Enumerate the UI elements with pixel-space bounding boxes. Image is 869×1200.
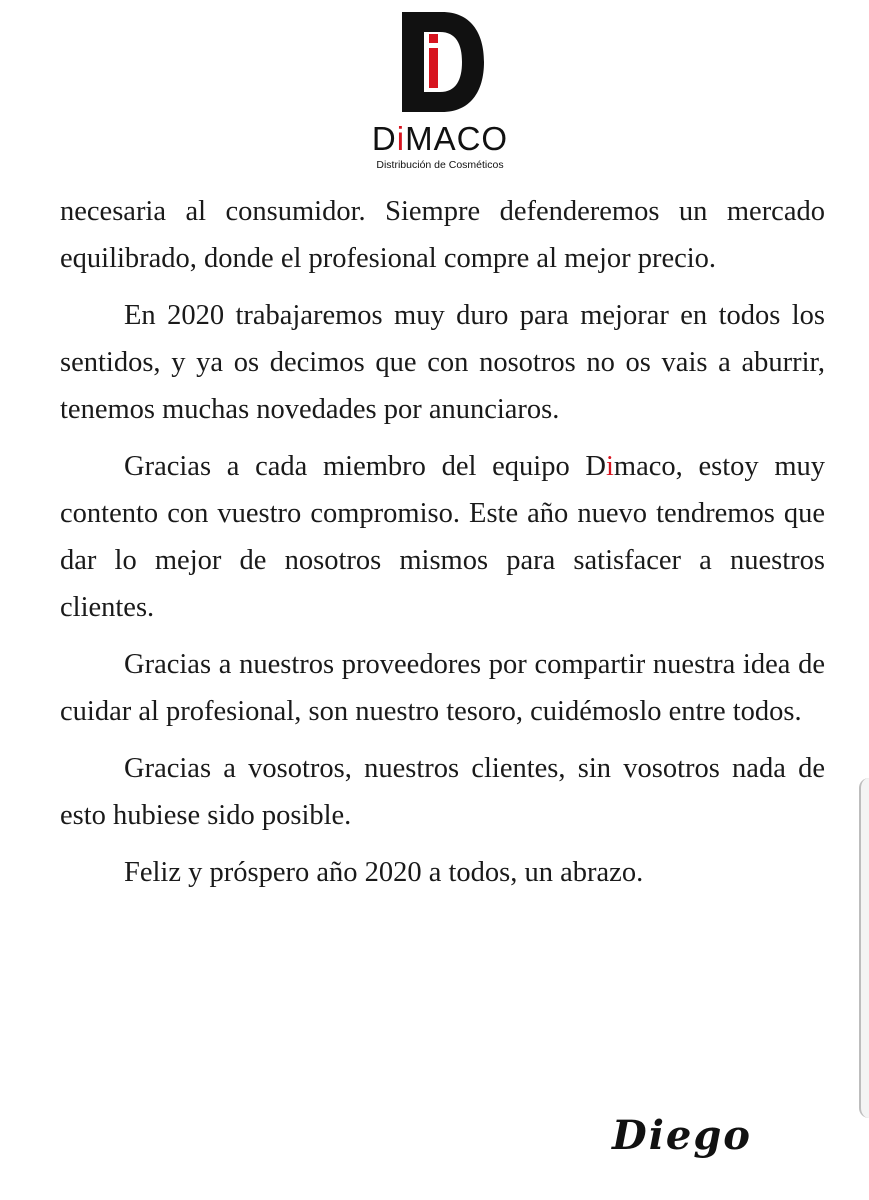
letter-body [60, 188, 825, 906]
paragraph-6: Feliz y próspero año 2020 a todos, un abrazo. [124, 857, 644, 888]
scrollbar-edge[interactable] [859, 778, 869, 1118]
paragraph-5: Gracias a vosotros, nuestros clientes, sin vosotros nada de esto hubiese sido posible. [60, 753, 825, 831]
logo-wordmark-i: i [396, 120, 406, 157]
logo-wordmark [350, 120, 530, 158]
paragraph-1: necesaria al consumidor. Siempre defenderemos un mercado equilibrado, donde el profesional compre al mejor precio. [60, 196, 825, 274]
paragraph-2: En 2020 trabajaremos muy duro para mejorar en todos los sentidos, y ya os decimos que con nosotros no os vais a aburrir, tenemos muchas novedades por anunciaros. [60, 300, 825, 425]
paragraph-3-brand-i: i [605, 451, 614, 482]
paragraph-3-start: Gracias a cada miembro del equipo D [124, 451, 606, 482]
paragraph-4: Gracias a nuestros proveedores por compartir nuestra idea de cuidar al profesional, son nuestro tesoro, cuidémoslo entre todos. [60, 649, 825, 727]
logo-wordmark-maco: MACO [405, 120, 509, 157]
paragraph-3 [60, 443, 825, 631]
logo-wordmark-d: D [371, 120, 397, 157]
signature: Diego [612, 1112, 752, 1159]
logo-tagline: Distribución de Cosméticos [376, 159, 504, 171]
dimaco-logo-mark [402, 12, 484, 112]
paragraph-3-end: maco, estoy muy contento con vuestro compromiso. Este año nuevo tendremos que dar lo mejor de nosotros mismos para satisfacer a nuestros clientes. [60, 451, 825, 623]
dimaco-logo [350, 12, 530, 172]
